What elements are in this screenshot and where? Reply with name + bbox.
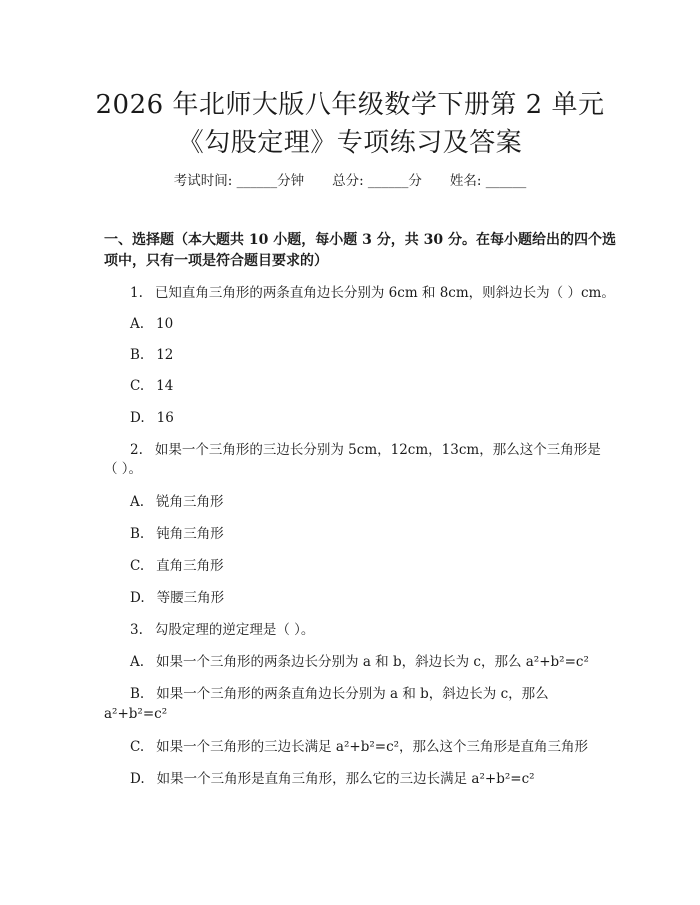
option-text: 12	[156, 347, 174, 363]
option-text: 直角三角形	[156, 558, 224, 574]
question-2	[130, 440, 601, 460]
question-3-option-b-continuation: a²+b²=c²	[104, 706, 168, 722]
question-2-option-a	[130, 492, 224, 512]
exam-time-field: 考试时间: ______分钟	[173, 173, 305, 189]
option-label: B.	[130, 526, 145, 542]
question-number: 3.	[130, 622, 143, 638]
question-1-option-c	[130, 376, 173, 396]
question-2-option-c	[130, 556, 224, 576]
question-3-option-c	[130, 737, 588, 757]
option-label: B.	[130, 347, 145, 363]
question-2-option-b	[130, 524, 224, 544]
option-text: 等腰三角形	[156, 590, 225, 606]
question-number: 2.	[130, 442, 143, 458]
section-heading: 一、选择题（本大题共 10 小题，每小题 3 分，共 30 分。在每小题给出的四个选项中，只有一项是符合题目要求的）	[104, 232, 616, 269]
option-label: B.	[130, 686, 145, 702]
question-text: 如果一个三角形的三边长分别为 5cm，12cm，13cm，那么这个三角形是	[154, 442, 601, 458]
option-text: 10	[156, 316, 174, 332]
total-score-field: 总分: ______分	[332, 173, 422, 189]
question-1-option-b	[130, 345, 173, 365]
question-1-option-d	[130, 408, 174, 428]
question-text: 勾股定理的逆定理是（ ）。	[154, 622, 315, 638]
question-number: 1.	[130, 285, 143, 301]
document-title-line-1: 2026 年北师大版八年级数学下册第 2 单元	[95, 90, 605, 120]
question-3	[130, 620, 314, 640]
option-label: D.	[130, 771, 145, 787]
question-3-option-b	[130, 684, 549, 704]
question-1-option-a	[130, 314, 173, 334]
question-2-continuation: （ ）。	[104, 461, 143, 477]
option-label: D.	[130, 590, 145, 606]
option-label: A.	[130, 494, 145, 510]
option-text: 16	[156, 410, 174, 426]
option-text: 14	[156, 378, 174, 394]
student-name-field: 姓名: ______	[449, 173, 527, 189]
option-text: 如果一个三角形的两条直角边长分别为 a 和 b，斜边长为 c，那么	[156, 686, 549, 702]
document-title-line-2: 《勾股定理》专项练习及答案	[177, 128, 523, 158]
option-text: 如果一个三角形是直角三角形，那么它的三边长满足 a²+b²=c²	[156, 771, 535, 787]
question-text: 已知直角三角形的两条直角边长分别为 6cm 和 8cm，则斜边长为（ ）cm。	[154, 285, 615, 301]
option-text: 如果一个三角形的两条边长分别为 a 和 b，斜边长为 c，那么 a²+b²=c²	[156, 654, 589, 670]
question-3-option-d	[130, 769, 535, 789]
option-text: 钝角三角形	[156, 526, 224, 542]
option-label: C.	[130, 739, 145, 755]
option-text: 如果一个三角形的三边长满足 a²+b²=c²，那么这个三角形是直角三角形	[156, 739, 589, 755]
question-3-option-a	[130, 652, 589, 672]
option-label: C.	[130, 378, 145, 394]
option-label: A.	[130, 316, 145, 332]
option-label: D.	[130, 410, 145, 426]
option-label: A.	[130, 654, 145, 670]
question-1	[130, 283, 615, 303]
exam-meta	[0, 169, 700, 189]
option-label: C.	[130, 558, 145, 574]
question-2-option-d	[130, 588, 224, 608]
option-text: 锐角三角形	[156, 494, 224, 510]
